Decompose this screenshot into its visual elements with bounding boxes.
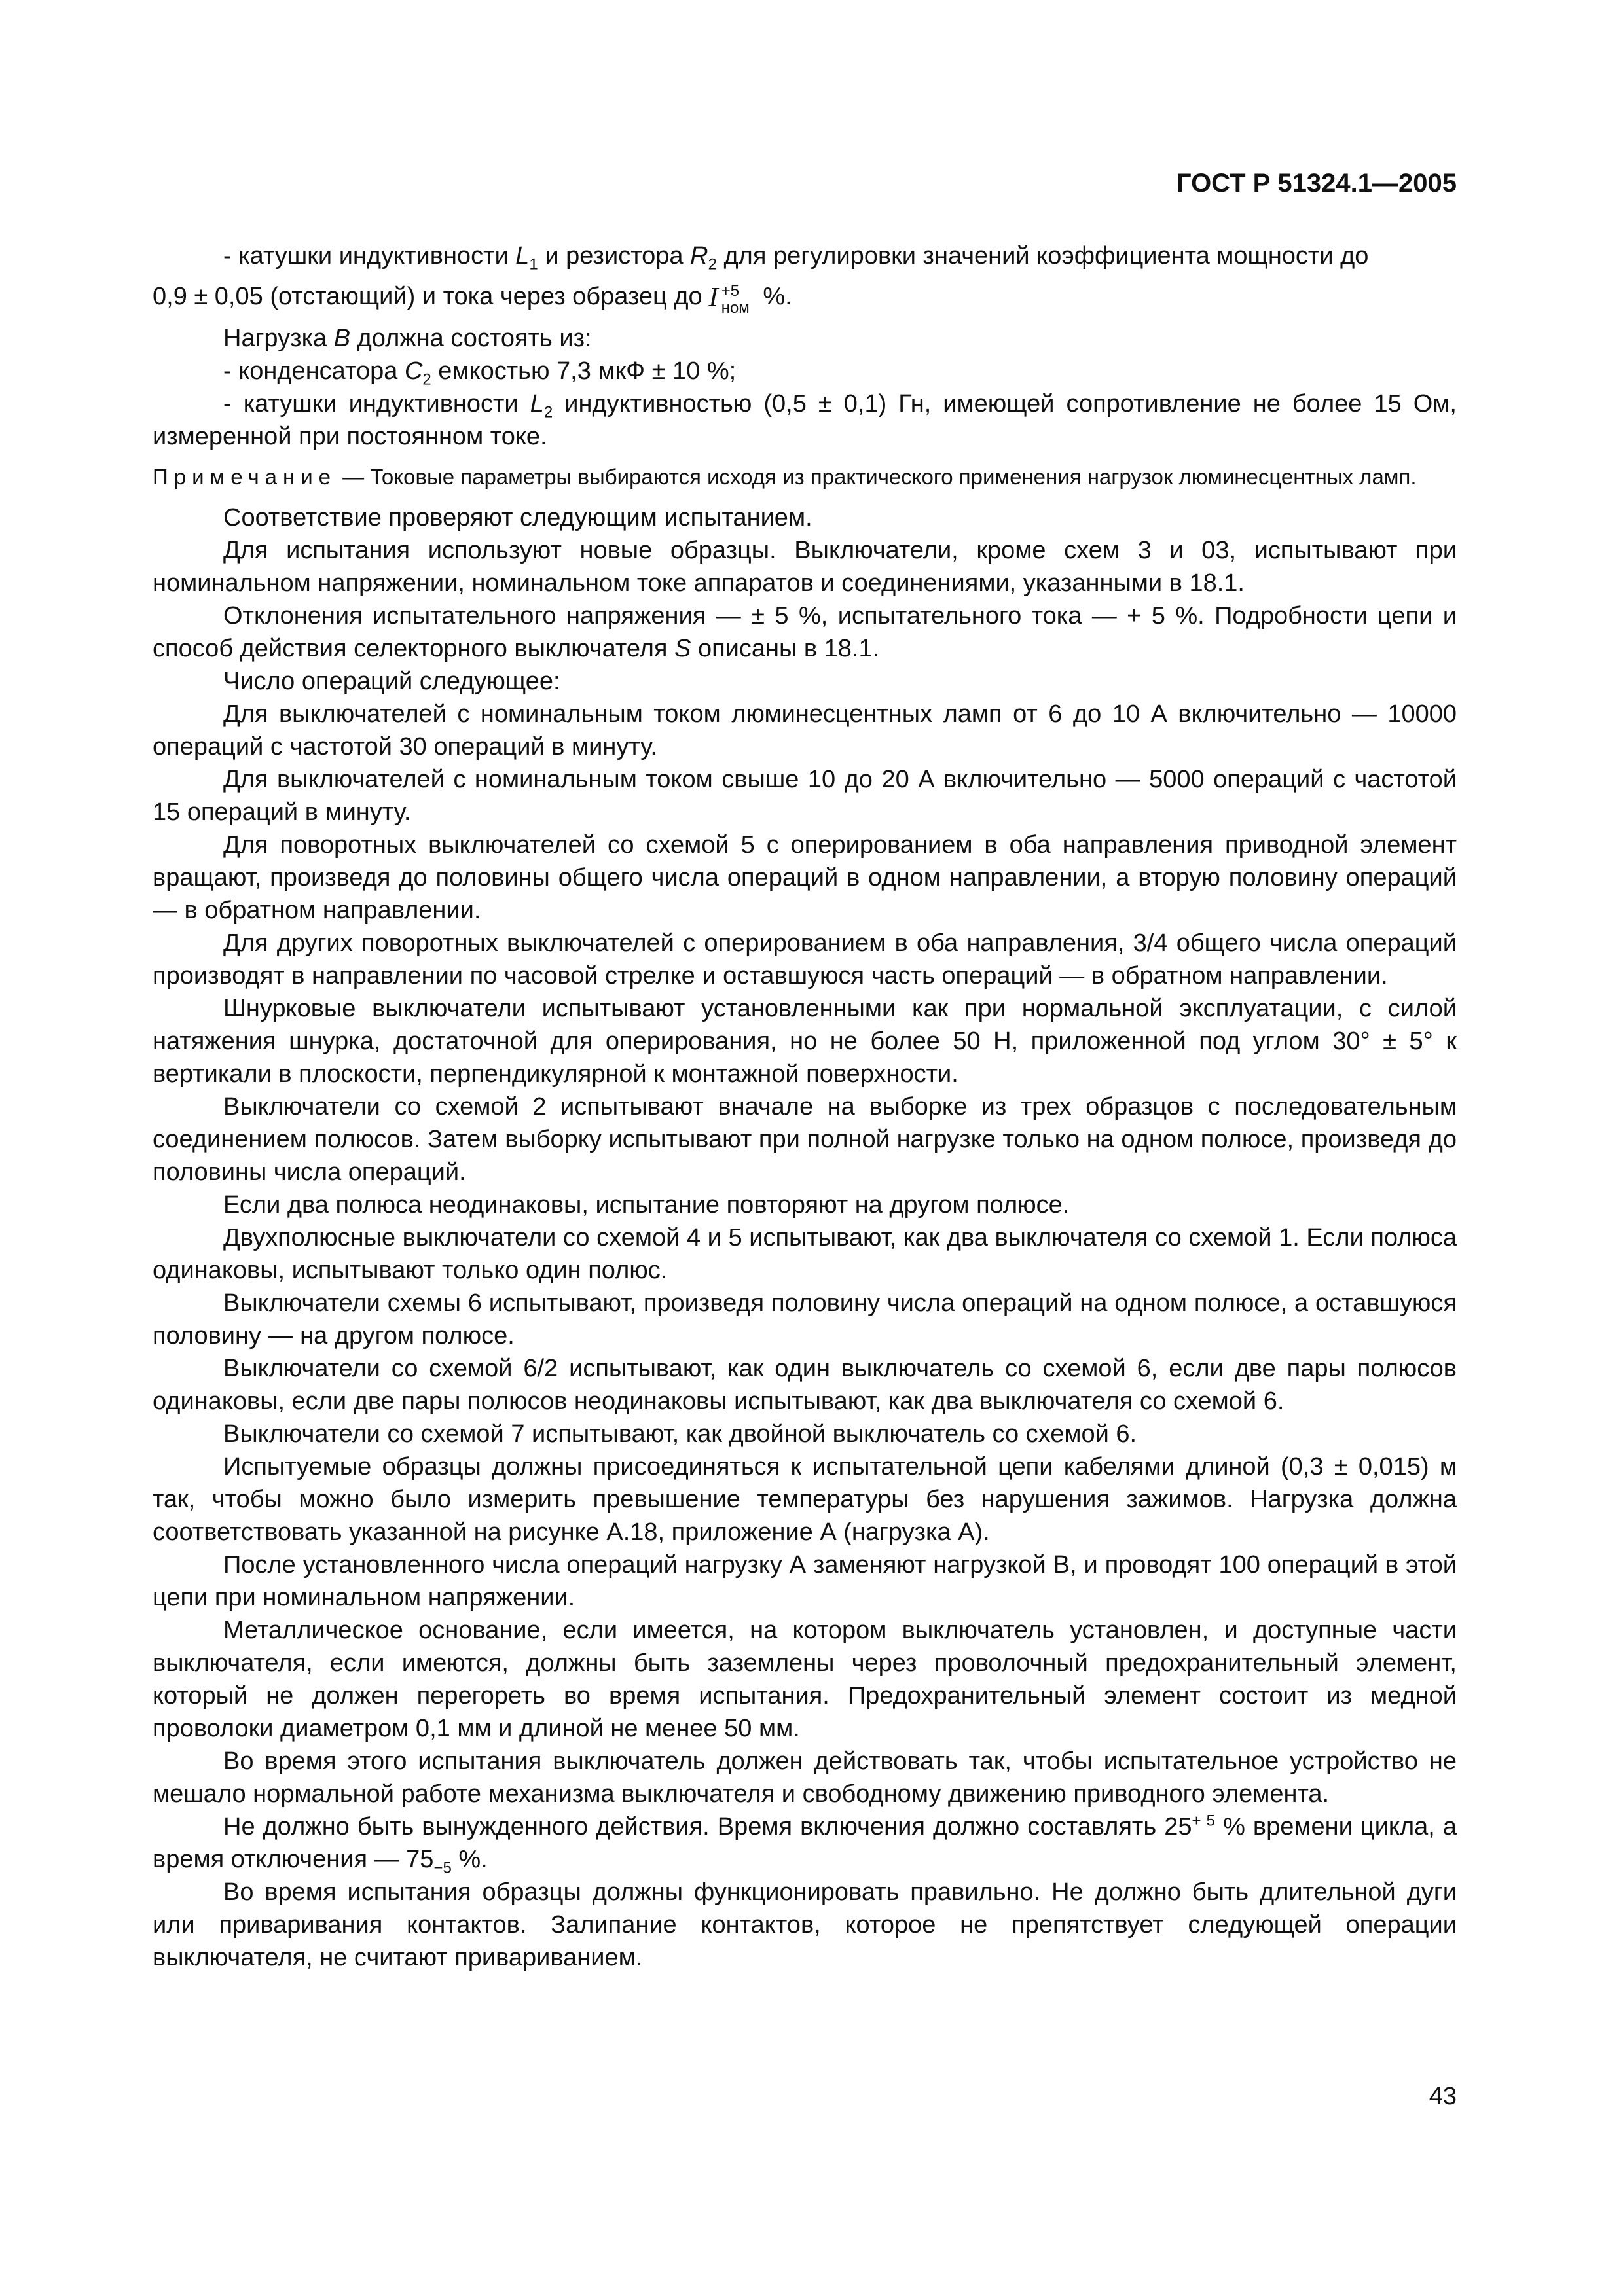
text-run: %. <box>451 1845 488 1873</box>
paragraph-inductor-l1 <box>153 240 1457 272</box>
paragraph: Для испытания используют новые образцы. Выключатели, кроме схем 3 и 03, испытывают при номинальном напряжении, номинальном токе аппаратов и соединениями, указанными в 18.1. <box>153 536 1457 597</box>
paragraph: Выключатели со схемой 6/2 испытывают, как один выключатель со схемой 6, если две пары полюсов одинаковы, если две пары полюсов неодинаковы испытывают, как два выключателя со схемой 6. <box>153 1354 1457 1415</box>
symbol-s: S <box>674 634 691 662</box>
text-run: Отклонения испытательного напряжения — ± 5 %, испытательного тока — + 5 %. Подробности цепи и способ действия селекторного выключателя <box>153 601 1457 662</box>
paragraph: Для выключателей с номинальным током люминесцентных ламп от 6 до 10 А включительно — 10000 операций с частотой 30 операций в минуту. <box>153 700 1457 761</box>
text-run: и резистора <box>538 242 691 270</box>
paragraph-load-b <box>153 322 1457 355</box>
text-run: должна состоять из: <box>350 324 592 352</box>
paragraph: Шнурковые выключатели испытывают установленными как при нормальной эксплуатации, с силой натяжения шнурка, достаточной для оперирования, но не более 50 Н, приложенной под углом 30° ± 5° к вертикали в плоскости, перпендикулярной к монтажной поверхности. <box>153 994 1457 1088</box>
paragraph: Испытуемые образцы должны присоединяться к испытательной цепи кабелями длиной (0,3 ± 0,015) м так, чтобы можно было измерить превышение температуры без нарушения зажимов. Нагрузка должна соответствовать указанной на рисунке А.18, приложение А (нагрузка А). <box>153 1452 1457 1546</box>
text-run: % времени цикла, а время отключения — 75 <box>153 1812 1457 1873</box>
subscript: 1 <box>529 255 538 274</box>
paragraph: Для выключателей с номинальным током свыше 10 до 20 А включительно — 5000 операций с частотой 15 операций в минуту. <box>153 765 1457 826</box>
symbol-r: R <box>690 242 708 270</box>
symbol-l: L <box>530 389 544 418</box>
paragraph: После установленного числа операций нагрузку А заменяют нагрузкой В, и проводят 100 операций в этой цепи при номинальном напряжении. <box>153 1551 1457 1611</box>
text-run: - катушки индуктивности <box>223 242 516 270</box>
text-run: описаны в 18.1. <box>691 634 880 662</box>
symbol-l: L <box>515 242 530 270</box>
text-run: индуктивностью (0,5 ± 0,1) Гн, имеющей сопротивление не более 15 Ом, измеренной при постоянном токе. <box>153 389 1457 450</box>
text-run: для регулировки значений коэффициента мощности до <box>716 242 1369 270</box>
page-number: 43 <box>1429 2083 1457 2110</box>
note-label: Примечание <box>153 464 337 489</box>
current-formula <box>709 274 750 322</box>
subscript: −5 <box>433 1859 452 1877</box>
paragraph: Для других поворотных выключателей с оперированием в оба направления, 3/4 общего числа операций производят в направлении по часовой стрелке и оставшуюся часть операций — в обратном направлении. <box>153 929 1457 990</box>
text-run: 0,9 ± 0,05 (отстающий) и тока через образец до <box>153 283 702 310</box>
paragraph: Выключатели со схемой 2 испытывают вначале на выборке из трех образцов с последовательным соединением полюсов. Затем выборку испытывают при полной нагрузке только на одном полюсе, произведя до половины числа операций. <box>153 1092 1457 1186</box>
subscript: 2 <box>422 370 431 389</box>
note <box>153 462 1457 492</box>
paragraph-timing <box>153 1810 1457 1876</box>
note-text: — Токовые параметры выбираются исходя из практического применения нагрузок люминесцентных ламп. <box>337 464 1417 489</box>
subscript: 2 <box>543 403 553 422</box>
body-text <box>153 240 1457 1974</box>
text-run: Нагрузка <box>223 324 334 352</box>
subscript: 2 <box>708 255 717 274</box>
paragraph-inductor-l2 <box>153 387 1457 453</box>
subscript: ном <box>721 299 750 317</box>
paragraph: Если два полюса неодинаковы, испытание повторяют на другом полюсе. <box>223 1191 1070 1219</box>
standard-designation: ГОСТ Р 51324.1—2005 <box>1176 169 1457 198</box>
symbol-b: B <box>333 324 351 352</box>
paragraph: Выключатели со схемой 7 испытывают, как двойной выключатель со схемой 6. <box>223 1420 1137 1448</box>
paragraph-deviations <box>153 600 1457 665</box>
text-run: - конденсатора <box>223 357 405 385</box>
text-run: емкостью 7,3 мкФ ± 10 %; <box>431 357 737 385</box>
paragraph: Во время этого испытания выключатель должен действовать так, чтобы испытательное устройство не мешало нормальной работе механизма выключателя и свободному движению приводного элемента. <box>153 1747 1457 1808</box>
superscript: + 5 <box>1192 1812 1216 1830</box>
paragraph: Выключатели схемы 6 испытывают, произведя половину числа операций на одном полюсе, а оставшуюся половину — на другом полюсе. <box>153 1289 1457 1350</box>
text-run: - катушки индуктивности <box>223 389 530 418</box>
symbol-i: I <box>708 283 719 312</box>
text-run: Не должно быть вынужденного действия. Время включения должно составлять 25 <box>223 1812 1192 1840</box>
paragraph-power-factor <box>153 272 1457 322</box>
paragraph: Соответствие проверяют следующим испытанием. <box>223 503 812 531</box>
paragraph-capacitor <box>153 355 1457 387</box>
symbol-c: C <box>404 357 423 385</box>
paragraph: Металлическое основание, если имеется, на котором выключатель установлен, и доступные части выключателя, если имеются, должны быть заземлены через проволочный предохранительный элемент, который не должен перегореть во время испытания. Предохранительный элемент состоит из медной проволоки диаметром 0,1 мм и длиной не менее 50 мм. <box>153 1616 1457 1742</box>
text-run: %. <box>756 283 792 310</box>
paragraph: Двухполюсные выключатели со схемой 4 и 5 испытывают, как два выключателя со схемой 1. Если полюса одинаковы, испытывают только один полюс. <box>153 1223 1457 1284</box>
paragraph: Число операций следующее: <box>223 667 560 695</box>
paragraph: Для поворотных выключателей со схемой 5 с оперированием в оба направления приводной элемент вращают, произведя до половины общего числа операций в одном направлении, а вторую половину операций — в обратном направлении. <box>153 831 1457 924</box>
paragraph: Во время испытания образцы должны функционировать правильно. Не должно быть длительной дуги или приваривания контактов. Залипание контактов, которое не препятствует следующей операции выключателя, не считают привариванием. <box>153 1878 1457 1971</box>
superscript: +5 <box>721 282 740 300</box>
